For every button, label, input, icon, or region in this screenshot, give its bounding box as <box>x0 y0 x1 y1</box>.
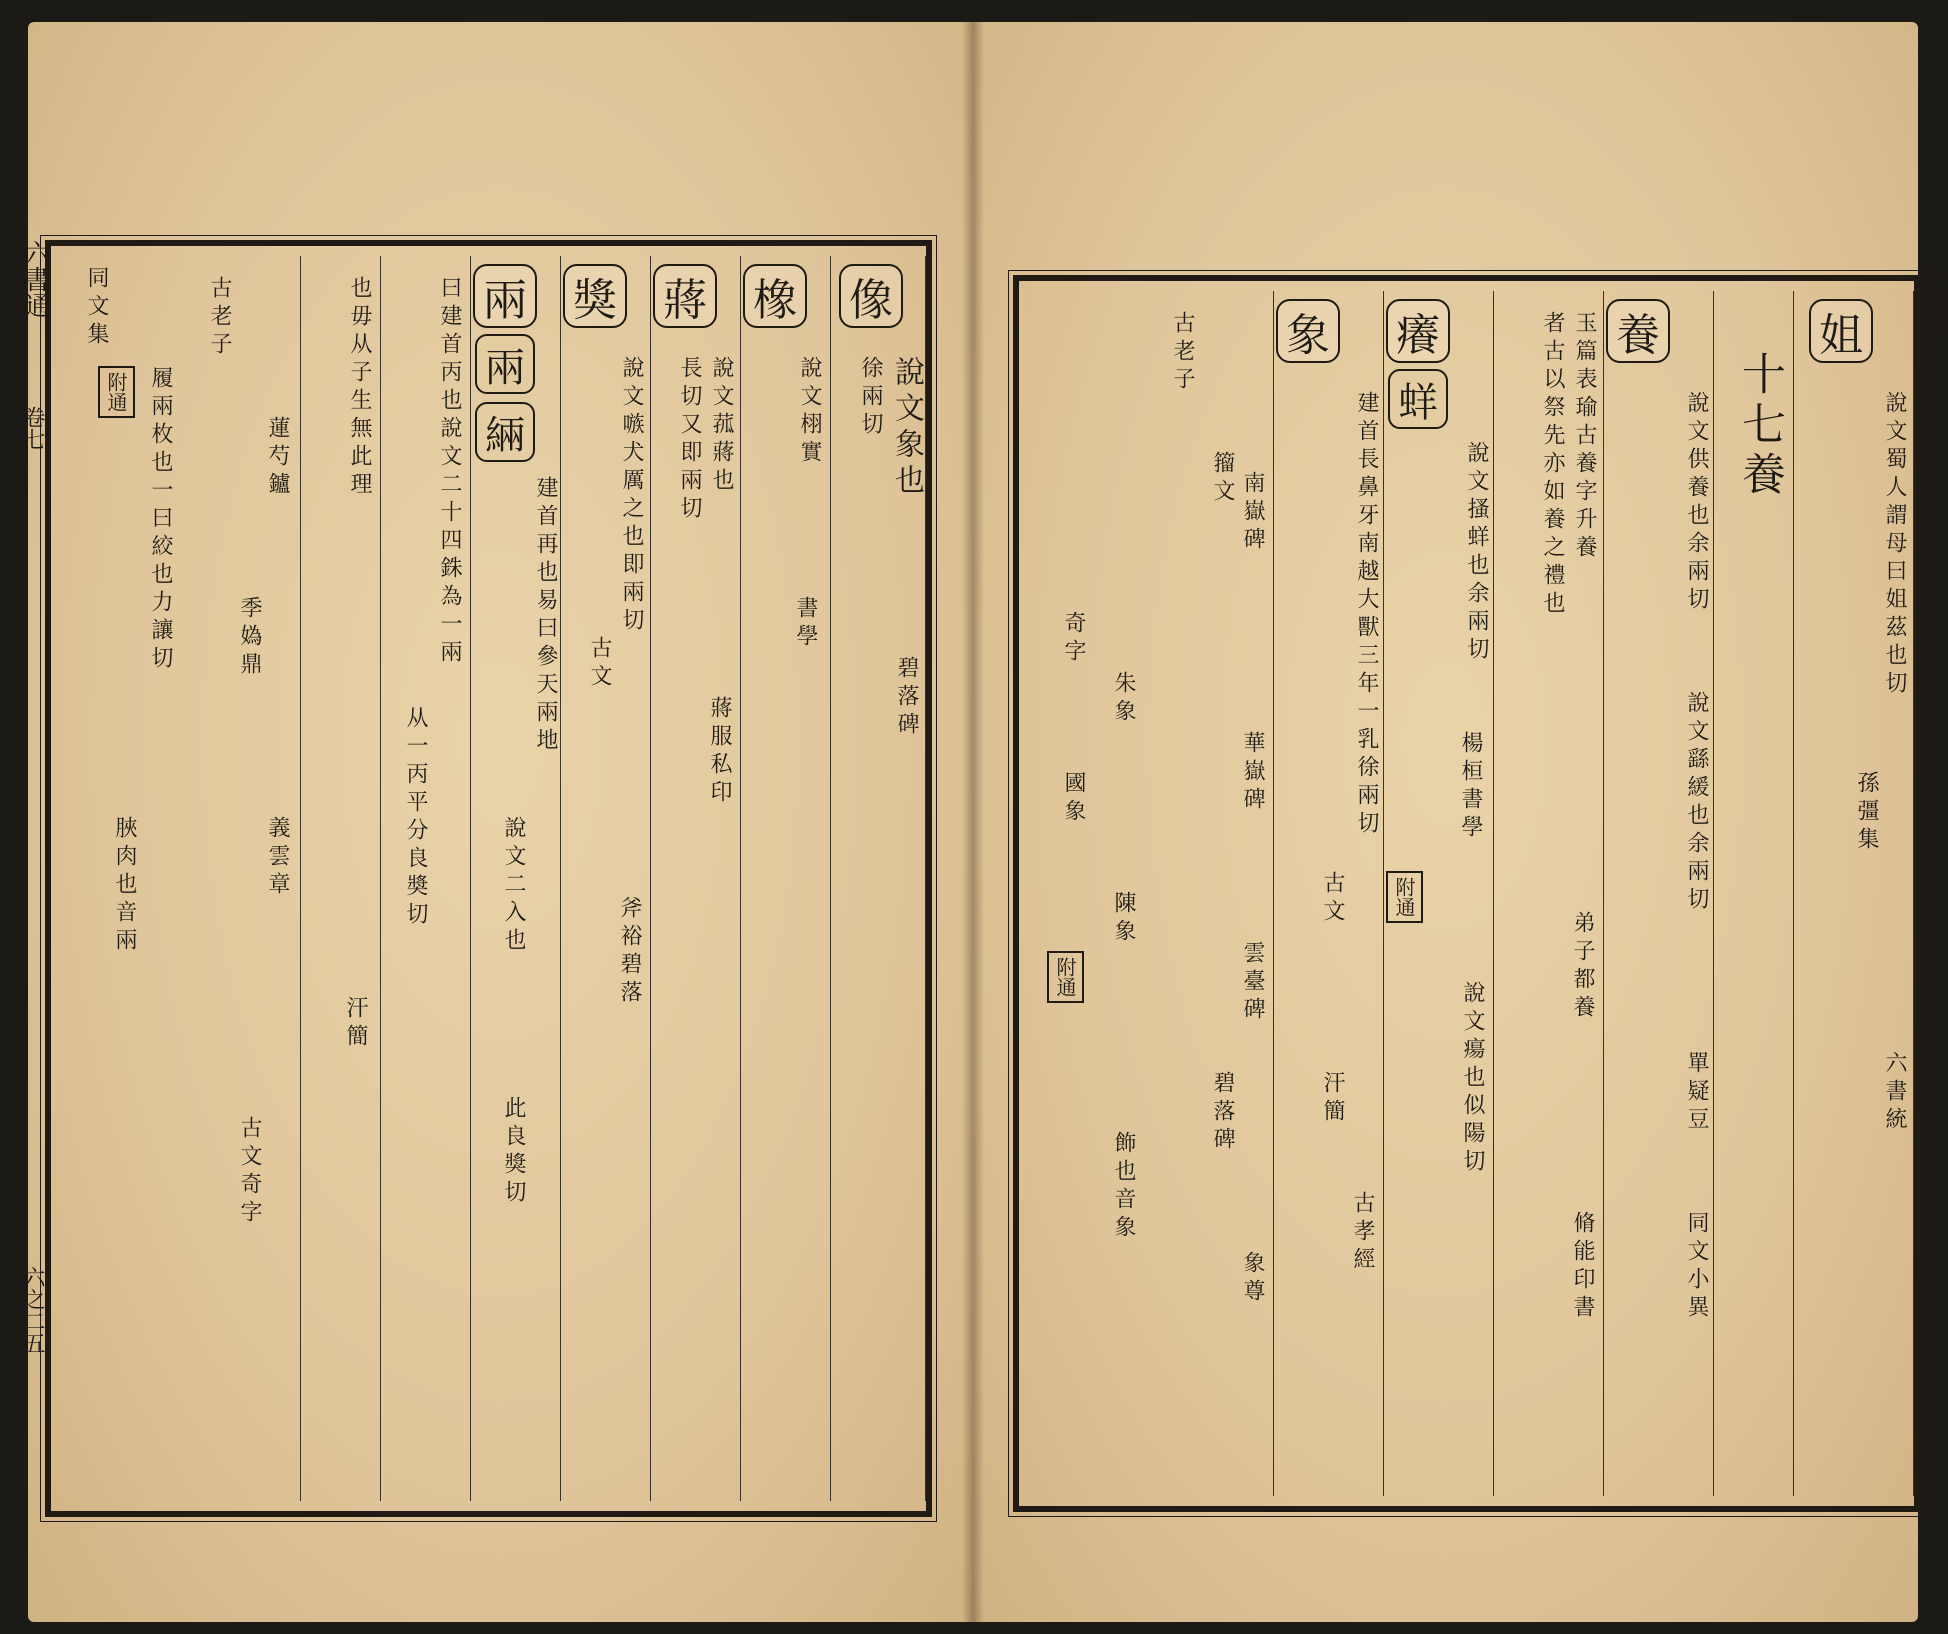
right-column-5-text-d: 說文瘍也似陽切 <box>1460 981 1485 1177</box>
right-column-7-text-e: 雲臺碑 <box>1240 941 1265 1025</box>
left-column-3-text-b: 長切又即兩切 <box>677 356 702 524</box>
left-column-9-attach-tag: 附通 <box>98 366 135 418</box>
left-column-3-head: 蔣 <box>653 264 717 328</box>
right-column-8-text-a: 奇字 <box>1061 611 1086 667</box>
left-column-2-text-a: 說文栩實 <box>797 356 822 468</box>
right-column-5-head-2: 蛘 <box>1388 369 1448 429</box>
right-column-2-text-a: 十七養 <box>1734 351 1785 501</box>
right-column-8-attach-tag: 附通 <box>1047 951 1084 1003</box>
left-column-9 <box>63 256 181 1501</box>
left-margin-page-number: 六之二五 <box>20 1266 45 1354</box>
right-column-8-text-b: 朱象 <box>1111 671 1136 727</box>
left-column-2-head: 橡 <box>743 264 807 328</box>
left-column-8-text-c: 季媯鼎 <box>237 596 262 680</box>
right-column-4-text-c: 弟子都養 <box>1570 911 1595 1023</box>
right-column-1-head: 姐 <box>1809 299 1873 363</box>
left-column-6 <box>380 256 471 1501</box>
right-column-3-text-b: 說文繇緩也余兩切 <box>1684 691 1709 915</box>
left-column-4-head: 獎 <box>563 264 627 328</box>
left-column-3-text-a: 說文菰蔣也 <box>709 356 734 496</box>
left-column-3-text-c: 蔣服私印 <box>707 696 732 808</box>
right-column-3-text-d: 同文小異 <box>1684 1211 1709 1323</box>
left-margin-title: 六書通 <box>20 240 50 318</box>
left-column-6-text-b: 从一丙平分良奬切 <box>403 706 428 930</box>
left-column-5-text-b: 說文二入也 <box>501 816 526 956</box>
right-column-5-head: 癢 <box>1386 299 1450 363</box>
right-column-4 <box>1493 291 1604 1496</box>
left-column-7 <box>300 256 381 1501</box>
left-column-3 <box>650 256 741 1501</box>
left-column-5-head: 兩 <box>473 264 537 328</box>
right-column-6-text-a: 建首長鼻牙南越大獸三年一乳徐兩切 <box>1354 391 1379 839</box>
right-column-8-text-d: 陳象 <box>1111 891 1136 947</box>
right-column-6-head: 象 <box>1276 299 1340 363</box>
right-column-7-text-a: 古老子 <box>1170 311 1195 395</box>
right-column-8-text-f: 飾也音象 <box>1111 1131 1136 1243</box>
right-column-1-text-a: 說文蜀人謂母曰姐茲也切 <box>1882 391 1907 699</box>
left-column-4-text-a: 說文嗾犬厲之也即兩切 <box>619 356 644 636</box>
right-column-7-text-g: 象尊 <box>1240 1251 1265 1307</box>
left-column-5-text-a: 建首再也易曰參天兩地 <box>533 476 558 756</box>
left-column-1-text-b: 徐兩切 <box>858 356 883 440</box>
right-column-8-text-c: 國象 <box>1061 771 1086 827</box>
left-column-4-text-b: 古文 <box>587 636 612 692</box>
right-column-3-head: 養 <box>1606 299 1670 363</box>
left-column-8-text-b: 蓮芍鑪 <box>265 416 290 500</box>
right-page-frame <box>1013 261 1944 1512</box>
right-column-3-text-a: 說文供養也余兩切 <box>1684 391 1709 615</box>
left-column-8-text-a: 古老子 <box>207 276 232 360</box>
right-column-3-text-c: 單疑豆 <box>1684 1051 1709 1135</box>
right-column-7 <box>1143 291 1274 1496</box>
left-column-7-text-a: 也毋从子生無此理 <box>347 276 372 500</box>
right-column-5-attach-tag: 附通 <box>1386 871 1423 923</box>
left-column-4-text-c: 斧裕碧落 <box>617 896 642 1008</box>
left-column-4 <box>560 256 651 1501</box>
left-column-1 <box>830 256 926 1501</box>
left-column-1-text-a: 說文象也 <box>889 356 924 500</box>
left-column-9-text-d: 脥肉也音兩 <box>112 816 137 956</box>
right-column-2 <box>1713 291 1794 1496</box>
left-column-8-text-d: 義雲章 <box>265 816 290 900</box>
right-column-6-text-b: 古文 <box>1320 871 1345 927</box>
left-margin-volume: 卷七 <box>20 406 45 450</box>
left-column-6-text-a: 曰建首丙也說文二十四銖為一兩 <box>437 276 462 668</box>
right-column-6-text-c: 汗簡 <box>1320 1071 1345 1127</box>
left-column-1-head: 像 <box>839 264 903 328</box>
right-column-4-text-a: 玉篇表瑜古養字升養 <box>1572 311 1597 563</box>
left-column-5-head-2: 兩 <box>475 334 535 394</box>
right-column-5 <box>1383 291 1494 1496</box>
left-column-7-text-b: 汗簡 <box>343 996 368 1052</box>
left-column-5-text-c: 此良獎切 <box>501 1096 526 1208</box>
right-column-7-text-f: 碧落碑 <box>1210 1071 1235 1155</box>
left-column-9-text-a: 同文集 <box>84 266 109 350</box>
right-column-5-text-a: 說文搔蛘也余兩切 <box>1464 441 1489 665</box>
right-column-6 <box>1273 291 1384 1496</box>
book-gutter <box>962 22 984 1622</box>
right-column-8 <box>1029 291 1144 1496</box>
right-column-6-text-d: 古孝經 <box>1350 1191 1375 1275</box>
left-column-5 <box>470 256 561 1501</box>
right-column-3 <box>1603 291 1714 1496</box>
left-column-1-text-c: 碧落碑 <box>894 656 919 740</box>
right-column-4-text-b: 者古以祭先亦如養之禮也 <box>1540 311 1565 619</box>
right-column-4-text-d: 脩能印書 <box>1570 1211 1595 1323</box>
left-column-5-head-3: 緉 <box>475 402 535 462</box>
left-page-frame <box>20 240 932 1517</box>
right-column-7-text-d: 華嶽碑 <box>1240 731 1265 815</box>
right-margin-title: 六書通 <box>1916 261 1944 333</box>
right-column-1-text-b: 孫彊集 <box>1854 771 1879 855</box>
right-column-1 <box>1793 291 1914 1496</box>
right-column-7-text-b: 籀文 <box>1210 451 1235 507</box>
left-column-2 <box>740 256 831 1501</box>
right-column-5-text-b: 楊桓書學 <box>1458 731 1483 843</box>
left-column-9-text-c: 履兩枚也一曰絞也力讓切 <box>148 366 173 674</box>
left-column-8-text-e: 古文奇字 <box>237 1116 262 1228</box>
left-column-8 <box>180 256 301 1501</box>
right-column-7-text-c: 南嶽碑 <box>1240 471 1265 555</box>
right-column-1-text-c: 六書統 <box>1882 1051 1907 1135</box>
left-column-2-text-b: 書學 <box>793 596 818 652</box>
